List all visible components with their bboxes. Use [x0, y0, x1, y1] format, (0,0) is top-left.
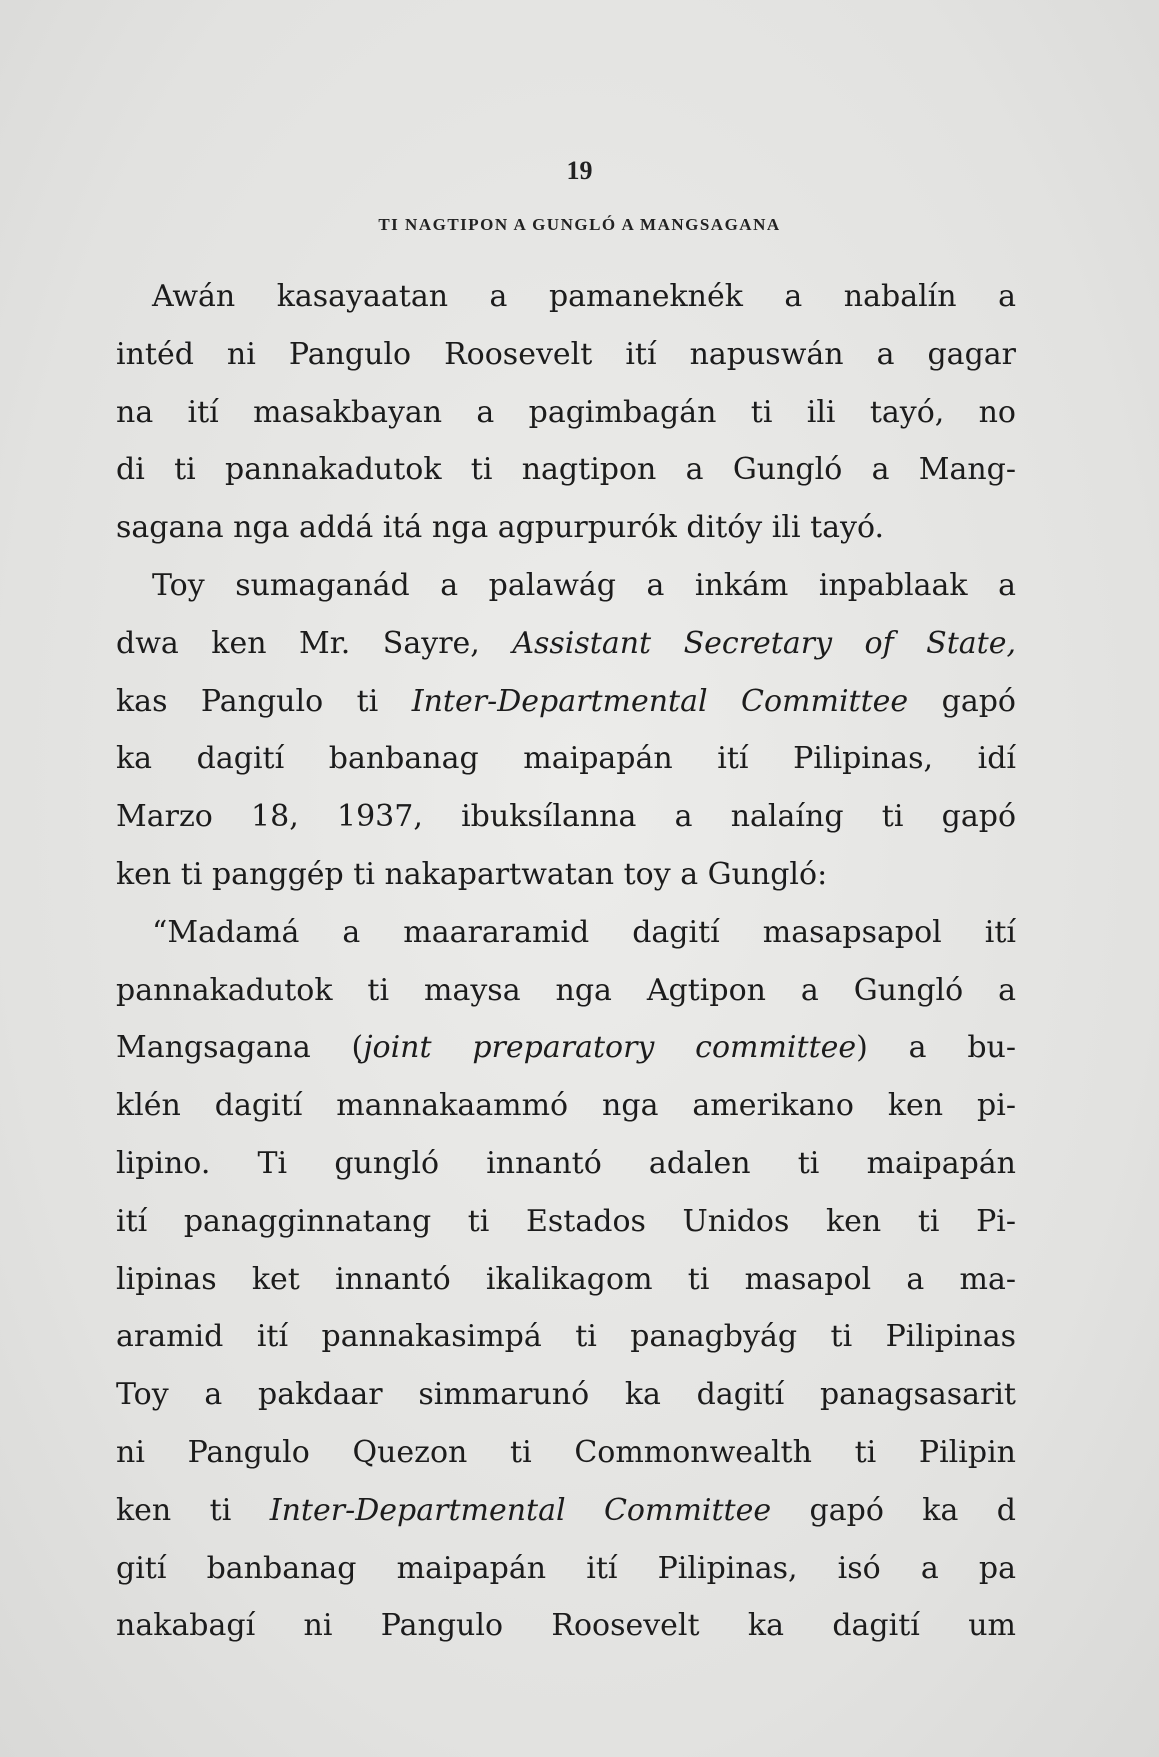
body-text [116, 268, 1016, 1655]
text-segment: kas Pangulo ti [116, 683, 412, 719]
text-segment: sagana nga addá itá nga agpurpurók ditóy ili tayó. [116, 510, 885, 546]
text-segment: Mangsagana ( [116, 1030, 364, 1066]
text-segment: Toy sumaganád a palawág a inkám inpablaak a [152, 567, 1016, 603]
text-segment: aramid ití pannakasimpá ti panagbyág ti Pilipinas [116, 1319, 1016, 1355]
text-segment: pannakadutok ti maysa nga Agtipon a Gungló a [116, 972, 1016, 1008]
text-segment: ka dagití banbanag maipapán ití Pilipinas, idí [116, 741, 1016, 777]
text-segment: na ití masakbayan a pagimbagán ti ili tayó, no [116, 394, 1016, 430]
text-line [116, 499, 1016, 557]
text-line [116, 962, 1016, 1020]
text-line [116, 730, 1016, 788]
text-line [116, 1077, 1016, 1135]
text-line [116, 904, 1016, 962]
text-segment: intéd ni Pangulo Roosevelt ití napuswán a gagar [116, 336, 1016, 372]
text-line [116, 268, 1016, 326]
text-line [116, 788, 1016, 846]
text-segment: gití banbanag maipapán ití Pilipinas, isó a pa [116, 1550, 1016, 1586]
text-segment: ) a bu- [856, 1030, 1016, 1066]
text-line [116, 384, 1016, 442]
text-segment: nakabagí ni Pangulo Roosevelt ka dagití um [116, 1608, 1016, 1644]
section-heading: TI NAGTIPON A GUNGLÓ A MANGSAGANA [378, 215, 781, 234]
text-segment: Toy a pakdaar simmarunó ka dagití panagsasarit [116, 1377, 1016, 1413]
text-line [116, 326, 1016, 384]
text-line [116, 673, 1016, 731]
text-line [116, 1135, 1016, 1193]
text-line [116, 1482, 1016, 1540]
italic-text: Inter-Departmental Committee [411, 683, 909, 719]
text-line [116, 1366, 1016, 1424]
text-line [116, 1540, 1016, 1598]
text-line [116, 1193, 1016, 1251]
italic-text: joint preparatory committee [363, 1030, 857, 1066]
text-line [116, 557, 1016, 615]
page-number: 19 [566, 156, 593, 185]
text-segment: dwa ken Mr. Sayre, [116, 625, 513, 661]
text-segment: lipino. Ti gungló innantó adalen ti maipapán [116, 1145, 1016, 1181]
text-line [116, 1597, 1016, 1655]
text-line [116, 1424, 1016, 1482]
italic-text: Assistant Secretary of State, [512, 625, 1016, 661]
text-line [116, 441, 1016, 499]
text-segment: ití panagginnatang ti Estados Unidos ken ti Pi- [116, 1203, 1016, 1239]
text-segment: Marzo 18, 1937, ibuksílanna a nalaíng ti gapó [116, 799, 1016, 835]
text-segment: ken ti panggép ti nakapartwatan toy a Gungló: [116, 856, 828, 892]
text-segment: Awán kasayaatan a pamaneknék a nabalín a [152, 279, 1016, 314]
text-line [116, 846, 1016, 904]
text-segment: di ti pannakadutok ti nagtipon a Gungló a Mang- [116, 452, 1016, 488]
text-segment: ni Pangulo Quezon ti Commonwealth ti Pilipin [116, 1434, 1016, 1470]
text-segment: gapó ka d [771, 1492, 1016, 1528]
text-segment: klén dagití mannakaammó nga amerikano ken pi- [116, 1088, 1016, 1124]
text-segment: lipinas ket innantó ikalikagom ti masapol a ma- [116, 1261, 1016, 1297]
text-segment: ken ti [116, 1492, 270, 1528]
text-line [116, 1251, 1016, 1309]
text-segment: gapó [908, 683, 1016, 719]
text-line [116, 1308, 1016, 1366]
italic-text: Inter-Departmental Committee [269, 1492, 772, 1528]
text-line [116, 615, 1016, 673]
text-segment: “Madamá a maararamid dagití masapsapol ití [152, 914, 1016, 950]
text-line [116, 1019, 1016, 1077]
